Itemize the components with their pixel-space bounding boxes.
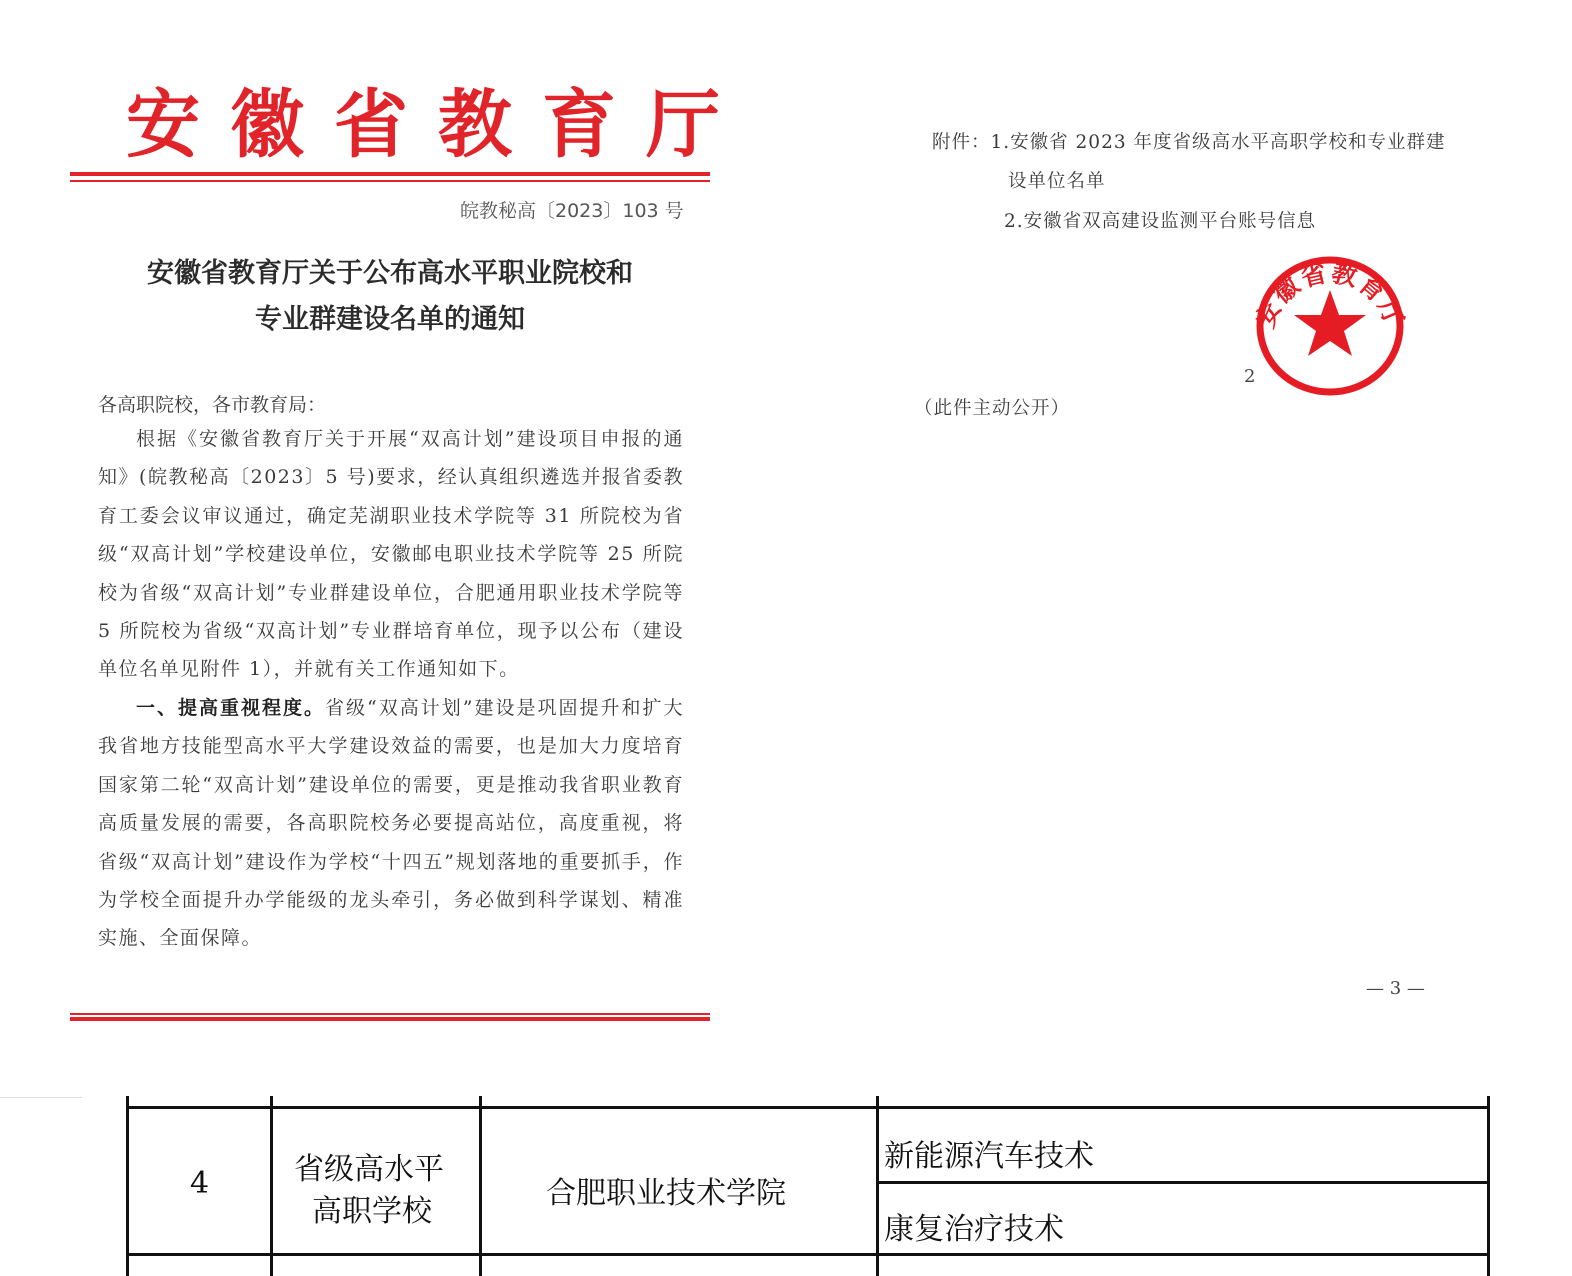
document-number: 皖教秘高〔2023〕103 号 (460, 200, 684, 222)
table-cell-school: 合肥职业技术学院 (546, 1176, 786, 1211)
table-inner-border (878, 1181, 1490, 1184)
table-col-border (876, 1096, 879, 1276)
section-heading: 一、提高重视程度。 (136, 697, 326, 719)
date-fragment: 2 (1244, 366, 1256, 387)
schools-table (126, 1096, 1490, 1276)
table-col-border (270, 1096, 273, 1276)
body-paragraph-1: 根据《安徽省教育厅关于开展“双高计划”建设项目申报的通知》(皖教秘高〔2023〕5 号)要求，经认真组织遴选并报省委教育工委会议审议通过，确定芜湖职业技术学院等 31 所院校为省级“双高计划”学校建设单位，安徽邮电职业技术学院等 25 所院校为省级“双高计划”专业群建设单位，合肥通用职业技术学院等 5 所院校为省级“双高计划”专业群培育单位，现予以公布（建设单位名单见附件 1），并就有关工作通知如下。 (98, 428, 684, 681)
table-bottom-border (126, 1253, 1490, 1256)
document-title-line1: 安徽省教育厅关于公布高水平职业院校和 (147, 258, 633, 289)
table-cell-major-1: 新能源汽车技术 (884, 1139, 1094, 1174)
table-cell-major-2: 康复治疗技术 (884, 1212, 1064, 1247)
table-cell-category-line2: 高职学校 (312, 1194, 432, 1229)
document-title-line2: 专业群建设名单的通知 (255, 304, 525, 335)
table-cell-category-line1: 省级高水平 (294, 1152, 444, 1187)
letterhead-rule-thick (70, 172, 710, 176)
divider (0, 1097, 82, 1098)
public-notice: （此件主动公开） (914, 398, 1071, 419)
section-text: 省级“双高计划”建设是巩固提升和扩大我省地方技能型高水平大学建设效益的需要，也是加大力度培育国家第二轮“双高计划”建设单位的需要，更是推动我省职业教育高质量发展的需要，各高职院校务必要提高站位，高度重视，将省级“双高计划”建设作为学校“十四五”规划落地的重要抓手，作为学校全面提升办学能级的龙头牵引，务必做到科学谋划、精准实施、全面保障。 (98, 697, 684, 950)
table-cell-row-number: 4 (190, 1166, 210, 1201)
table-col-border (1487, 1096, 1490, 1276)
svg-text:安徽省教育厅: 安徽省教育厅 (1250, 258, 1410, 332)
official-seal-icon (1250, 248, 1410, 398)
body-paragraph-2 (98, 689, 684, 958)
salutation: 各高职院校，各市教育局： (98, 394, 327, 416)
letterhead-rule-thin (70, 180, 710, 182)
footer-rule-thick (70, 1017, 710, 1021)
attachment-item1-line2: 设单位名单 (1008, 171, 1106, 192)
attachment-item1-line1: 附件：1.安徽省 2023 年度省级高水平高职学校和专业群建 (932, 132, 1446, 153)
table-col-border (126, 1096, 129, 1276)
page-number: — 3 — (1366, 978, 1425, 999)
footer-rule-thin (70, 1013, 710, 1015)
table-top-border (126, 1106, 1490, 1109)
letterhead-org: 安徽省教育厅 (126, 82, 750, 168)
table-col-border (479, 1096, 482, 1276)
attachment-item2: 2.安徽省双高建设监测平台账号信息 (1004, 211, 1317, 232)
